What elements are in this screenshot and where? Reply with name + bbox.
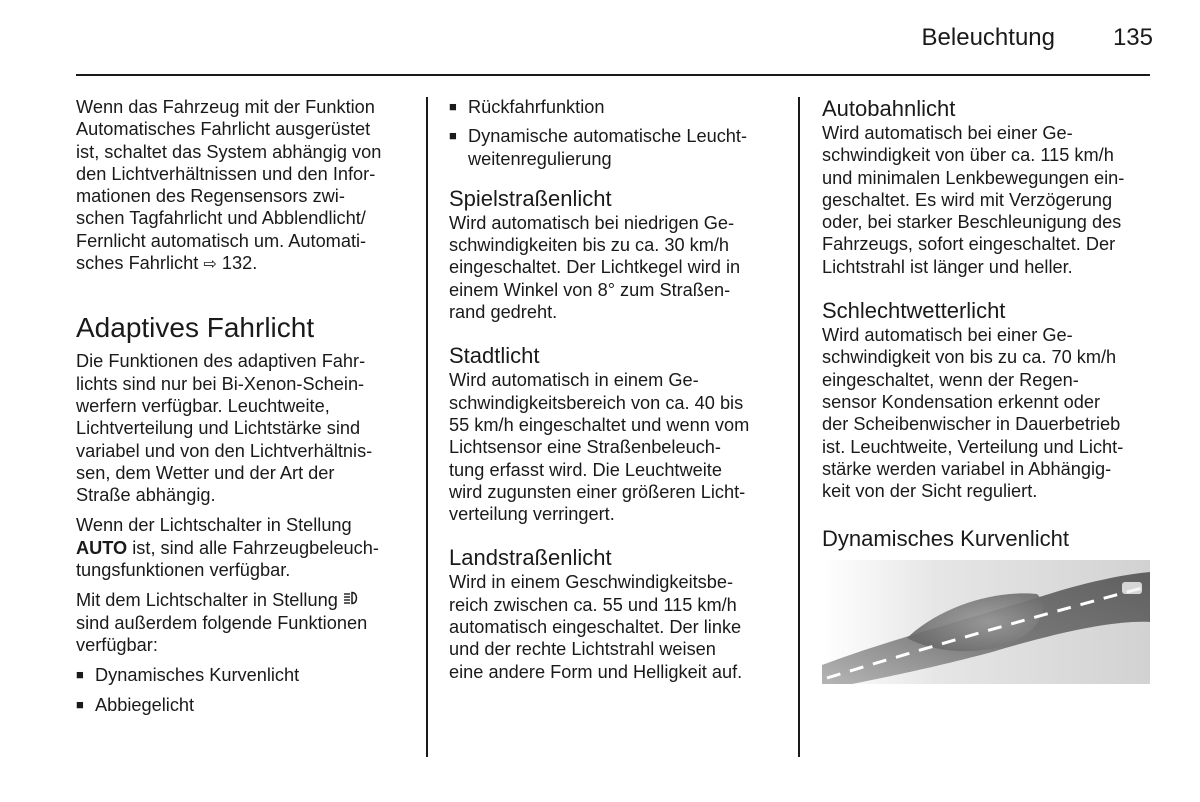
- text-line: keit von der Sicht reguliert.: [822, 481, 1038, 502]
- text-line: Wird in einem Geschwindigkeitsbe-: [449, 572, 734, 593]
- section-heading-country-road: Landstraßenlicht: [449, 545, 612, 571]
- column-1: [76, 96, 411, 723]
- text-line: sches Fahrlicht: [76, 253, 199, 274]
- intro-paragraph: [76, 96, 411, 276]
- play-street-paragraph: [449, 212, 784, 323]
- text-line: sind außerdem folgende Funktionen: [76, 612, 368, 633]
- column-3: [822, 96, 1157, 552]
- headlight-switch-paragraph: [76, 589, 411, 656]
- text-line: Fahrzeugs, sofort eingeschaltet. Der: [822, 234, 1116, 255]
- text-line: schwindigkeiten bis zu ca. 30 km/h: [449, 235, 730, 256]
- text-line: einem Winkel von 8° zum Straßen-: [449, 279, 731, 300]
- column-2: [449, 96, 784, 683]
- text-line: automatisch eingeschaltet. Der linke: [449, 617, 742, 638]
- function-list: [76, 664, 411, 716]
- text-line: schwindigkeit von über ca. 115 km/h: [822, 145, 1114, 166]
- text-line: schen Tagfahrlicht und Abblendlicht/: [76, 208, 366, 229]
- text-line: Fernlicht automatisch um. Automati-: [76, 230, 367, 251]
- text-line: Wird automatisch bei niedrigen Ge-: [449, 212, 735, 233]
- text-line: reich zwischen ca. 55 und 115 km/h: [449, 594, 737, 615]
- text-line: eingeschaltet. Der Lichtkegel wird in: [449, 257, 741, 278]
- vehicle-shape: [1122, 582, 1142, 594]
- text-line: ist, schaltet das System abhängig von: [76, 141, 382, 162]
- text-line: tung erfasst wird. Die Leuchtweite: [449, 459, 722, 480]
- text-line: Lichtverteilung und Lichtstärke sind: [76, 418, 361, 439]
- adaptive-light-paragraph: [76, 350, 411, 506]
- column-divider-1: [426, 97, 428, 757]
- list-item: [449, 96, 784, 118]
- text-line: mationen des Regensensors zwi-: [76, 186, 345, 207]
- section-title: Beleuchtung: [921, 24, 1055, 51]
- list-item-label: [468, 125, 784, 170]
- text-line: tungsfunktionen verfügbar.: [76, 560, 291, 581]
- text-line: verfügbar:: [76, 634, 158, 655]
- text-line: rand gedreht.: [449, 302, 558, 323]
- bullet-icon: ■: [76, 667, 84, 683]
- text-line: geschaltet. Es wird mit Verzögerung: [822, 189, 1113, 210]
- list-item: [449, 125, 784, 170]
- page-reference[interactable]: 132.: [221, 253, 258, 274]
- text-line: Wenn das Fahrzeug mit der Funktion: [76, 97, 375, 117]
- section-heading-city: Stadtlicht: [449, 343, 540, 369]
- text-line: Dynamische automatische Leucht-: [468, 126, 748, 147]
- bullet-icon: ■: [449, 128, 457, 144]
- text-line: Straße abhängig.: [76, 485, 216, 506]
- text-line: 55 km/h eingeschaltet und wenn vom: [449, 414, 750, 435]
- text-line: Wird automatisch in einem Ge-: [449, 370, 699, 391]
- text-line: eingeschaltet, wenn der Regen-: [822, 369, 1079, 390]
- text-line: wird zugunsten einer größeren Licht-: [449, 481, 746, 502]
- text-line: oder, bei starker Beschleunigung des: [822, 212, 1122, 233]
- column-divider-2: [798, 97, 800, 757]
- text-line: den Lichtverhältnissen und den Infor-: [76, 163, 376, 184]
- text-line: Wenn der Lichtschalter in Stellung: [76, 515, 352, 536]
- list-item: [76, 694, 411, 716]
- list-item: [76, 664, 411, 686]
- text-line: stärke werden variabel in Abhängig-: [822, 458, 1112, 479]
- text-line: Lichtstrahl ist länger und heller.: [822, 256, 1073, 277]
- curve-light-illustration: [822, 560, 1150, 684]
- text-line: sen, dem Wetter und der Art der: [76, 462, 335, 483]
- bullet-icon: ■: [449, 99, 457, 114]
- list-item-label: Rückfahrfunktion: [468, 97, 605, 117]
- text-line: Wird automatisch bei einer Ge-: [822, 123, 1073, 143]
- text-line: schwindigkeitsbereich von ca. 40 bis: [449, 392, 744, 413]
- text-line: verteilung verringert.: [449, 504, 615, 525]
- list-item-label: Abbiegelicht: [95, 694, 195, 715]
- text-line: sensor Kondensation erkennt oder: [822, 391, 1101, 412]
- text-line: werfern verfügbar. Leuchtweite,: [76, 395, 330, 416]
- text-line: und minimalen Lenkbewegungen ein-: [822, 167, 1125, 188]
- section-heading-adaptive-light: Adaptives Fahrlicht: [76, 312, 315, 344]
- auto-switch-label: AUTO: [76, 537, 128, 558]
- text-line: Lichtsensor eine Straßenbeleuch-: [449, 437, 721, 458]
- auto-switch-paragraph: [76, 514, 411, 581]
- page-reference-arrow-icon[interactable]: ⇨: [203, 256, 217, 274]
- section-heading-play-street: Spielstraßenlicht: [449, 185, 612, 211]
- list-item-label: Dynamisches Kurvenlicht: [95, 665, 300, 686]
- text-line: eine andere Form und Helligkeit auf.: [449, 661, 743, 682]
- text-line: Automatisches Fahrlicht ausgerüstet: [76, 119, 371, 140]
- page-number: 135: [1112, 24, 1153, 51]
- section-heading-dynamic-curve: Dynamisches Kurvenlicht: [822, 526, 1069, 552]
- text-line: variabel und von den Lichtverhältnis-: [76, 440, 373, 461]
- section-heading-motorway: Autobahnlicht: [822, 96, 956, 121]
- motorway-light-paragraph: [822, 122, 1157, 278]
- text-line: Die Funktionen des adaptiven Fahr-: [76, 351, 366, 372]
- text-line: weitenregulierung: [468, 148, 612, 169]
- text-line: lichts sind nur bei Bi-Xenon-Schein-: [76, 373, 365, 394]
- text-line: ist, sind alle Fahrzeugbeleuch-: [127, 537, 379, 558]
- text-line: Wird automatisch bei einer Ge-: [822, 325, 1073, 346]
- text-line: und der rechte Lichtstrahl weisen: [449, 639, 716, 660]
- bad-weather-paragraph: [822, 324, 1157, 502]
- text-line: ist. Leuchtweite, Verteilung und Licht-: [822, 436, 1124, 457]
- headlight-switch-icon: [343, 589, 360, 611]
- bullet-icon: ■: [76, 696, 84, 712]
- city-light-paragraph: [449, 369, 784, 525]
- text-line: schwindigkeit von bis zu ca. 70 km/h: [822, 347, 1117, 368]
- text-line: Mit dem Lichtschalter in Stellung: [76, 590, 338, 611]
- text-line: der Scheibenwischer in Dauerbetrieb: [822, 414, 1121, 435]
- country-road-paragraph: [449, 571, 784, 682]
- section-heading-bad-weather: Schlechtwetterlicht: [822, 298, 1006, 324]
- header-rule: [76, 74, 1150, 76]
